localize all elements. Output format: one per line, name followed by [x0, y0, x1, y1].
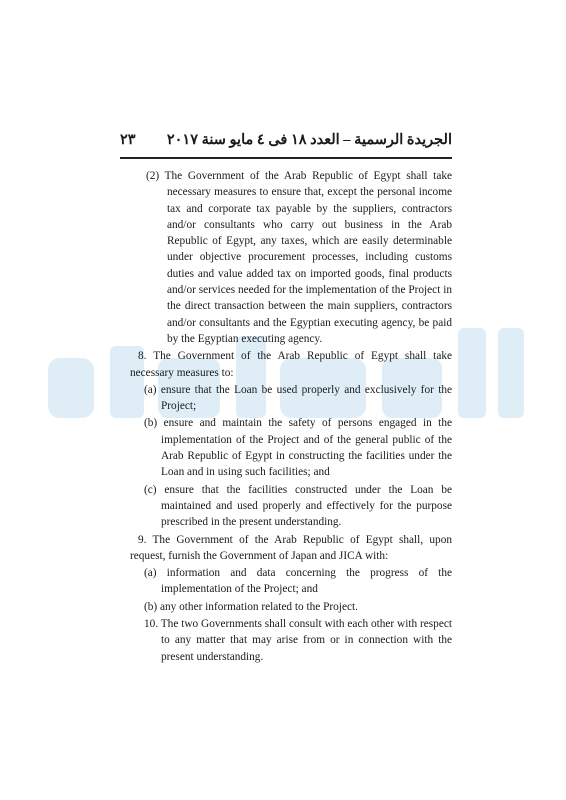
- document-body: [130, 168, 452, 666]
- page-number: ٢٣: [120, 132, 136, 148]
- clause-8c-item: (c) ensure that the facilities constructed under the Loan be maintained and used properly and effectively for the purpose prescribed in the present understanding.: [144, 483, 452, 529]
- clause-9-paragraph: 9. The Government of the Arab Republic of Egypt shall, upon request, furnish the Government of Japan and JICA with:: [130, 533, 452, 562]
- clause-8a-item: (a) ensure that the Loan be used properly and exclusively for the Project;: [144, 383, 452, 413]
- clause-10-paragraph: 10. The two Governments shall consult with each other with respect to any matter that may arise from or in connection with the present understanding.: [144, 618, 452, 663]
- clause-8b-item: (b) ensure and maintain the safety of persons engaged in the implementation of the Project and of the general public of the Arab Republic of Egypt in constructing the facilities under the Loan and in using such facilities; and: [144, 417, 452, 479]
- page-header: [120, 132, 452, 154]
- clause-9a-item: (a) information and data concerning the progress of the implementation of the Project; and: [144, 567, 452, 596]
- clause-9b-item: (b) any other information related to the Project.: [144, 600, 358, 613]
- clause-8-paragraph: 8. The Government of the Arab Republic of Egypt shall take necessary measures to:: [130, 350, 452, 379]
- clause-2-paragraph: (2) The Government of the Arab Republic of Egypt shall take necessary measures to ensure that, except the personal income tax and corporate tax payable by the suppliers, contractors and/or consultants who carry out business in the Arab Republic of Egypt, any taxes, which are easily determinable under objective procurement processes, including customs duties and value added tax on imported goods, final products and/or services needed for the implementation of the Project in the direct transaction between the main suppliers, contractors and/or consultants and the Egyptian executing agency, be paid by the Egyptian executing agency.: [146, 170, 452, 345]
- header-rule: [120, 157, 452, 159]
- gazette-title: الجريدة الرسمية – العدد ١٨ فى ٤ مايو سنة ٢٠١٧: [166, 132, 452, 148]
